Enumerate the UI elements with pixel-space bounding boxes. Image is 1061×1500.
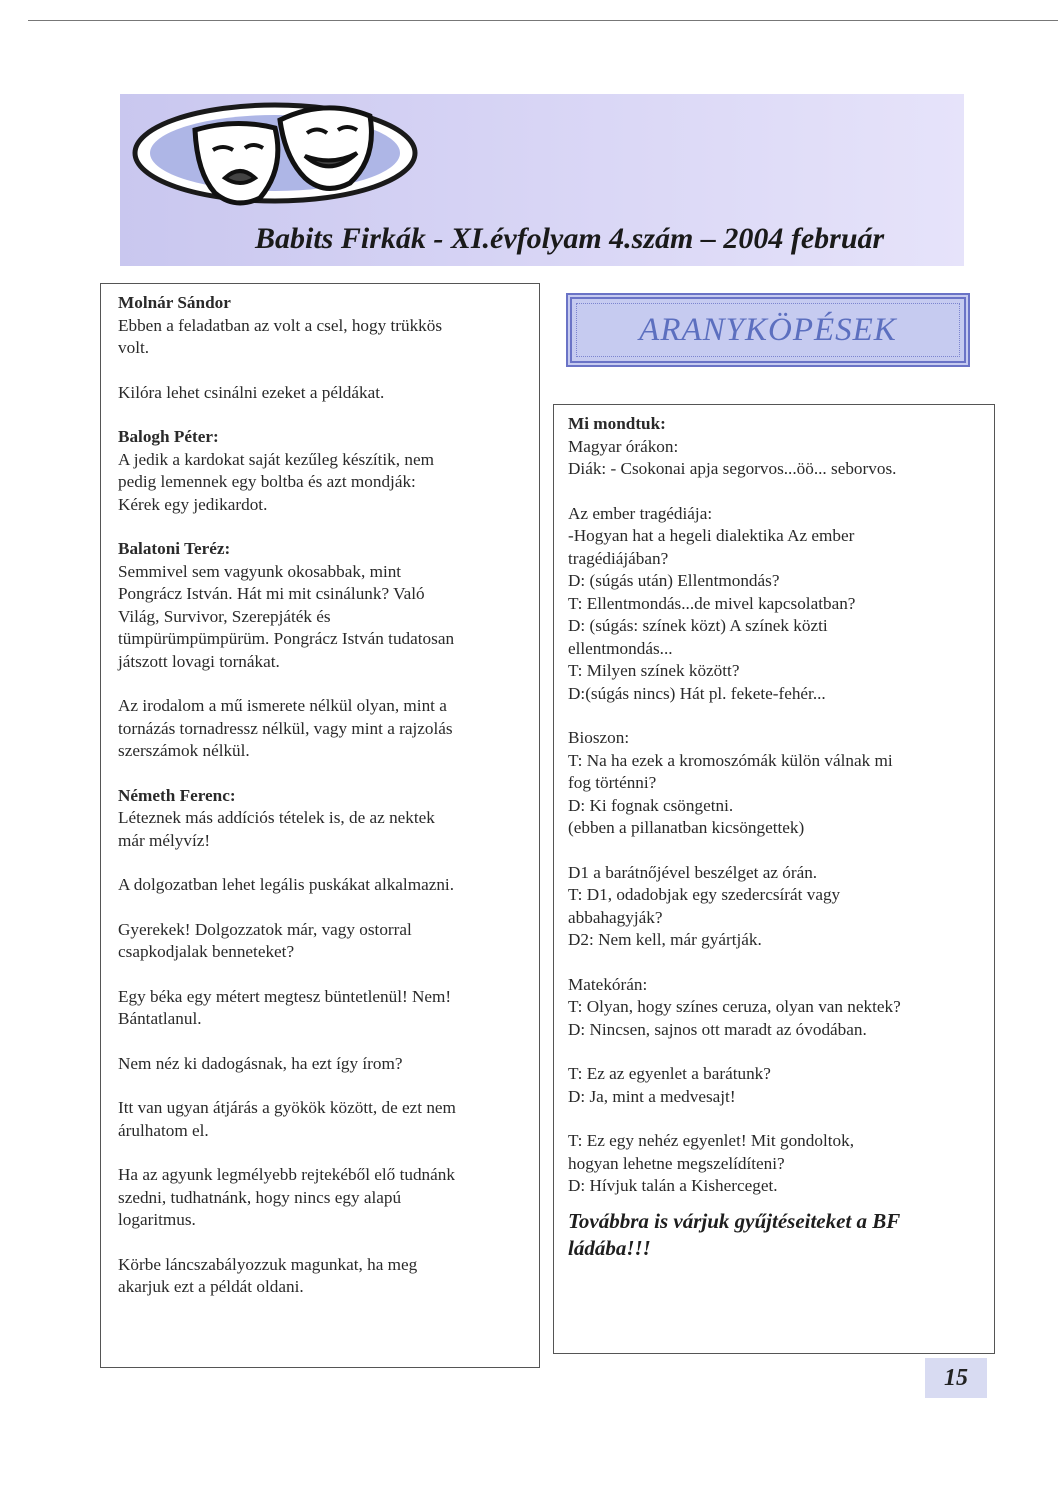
anecdote-line: hogyan lehetne megszelídíteni?: [568, 1153, 785, 1173]
quote-line: Ebben a feladatban az volt a csel, hogy trükkös: [118, 315, 443, 335]
quote-block: [118, 1254, 525, 1299]
anecdote-line: T: Ez egy nehéz egyenlet! Mit gondoltok,: [568, 1131, 854, 1150]
quote-line: Kérek egy jedikardot.: [118, 494, 268, 514]
quote-line: Kilóra lehet csinálni ezeket a példákat.: [118, 382, 385, 402]
anecdote-block: [568, 727, 980, 840]
quote-block: [118, 874, 525, 897]
quote-line: Ha az agyunk legmélyebb rejtekéből elő tudnánk: [118, 1165, 455, 1184]
section-title-plaque: [566, 293, 970, 367]
anecdote-line: T: Ellentmondás...de mivel kapcsolatban?: [568, 593, 856, 613]
anecdote-line: D: Ki fognak csöngetni.: [568, 795, 734, 815]
anecdote-line: D: (súgás után) Ellentmondás?: [568, 571, 780, 590]
speaker-name: Németh Ferenc:: [118, 785, 236, 805]
quote-block: [118, 292, 525, 360]
anecdote-line: T: Olyan, hogy színes ceruza, olyan van nektek?: [568, 997, 901, 1016]
quote-line: logaritmus.: [118, 1210, 196, 1229]
quote-line: Egy béka egy métert megtesz büntetlenül! Nem!: [118, 986, 452, 1006]
anecdote-line: D1 a barátnőjével beszélget az órán.: [568, 862, 818, 882]
quote-line: tornázás tornadressz nélkül, vagy mint a rajzolás: [118, 718, 453, 738]
newsletter-title: Babits Firkák - XI.évfolyam 4.szám – 2004 február: [255, 222, 885, 255]
quote-line: tümpürümpümpürüm. Pongrácz István tudatosan: [118, 629, 455, 648]
anecdote-line: Magyar órákon:: [568, 436, 679, 456]
anecdote-line: ellentmondás...: [568, 638, 673, 658]
quote-block: [118, 382, 525, 405]
right-heading: Mi mondtuk:: [568, 414, 666, 433]
quote-line: Itt van ugyan átjárás a gyökök között, de ezt nem: [118, 1098, 456, 1117]
quote-line: akarjuk ezt a példát oldani.: [118, 1277, 304, 1296]
quote-line: Semmivel sem vagyunk okosabbak, mint: [118, 561, 402, 581]
quote-line: árulhatom el.: [118, 1120, 209, 1140]
anecdote-line: D: (súgás: színek közt) A színek közti: [568, 616, 828, 635]
anecdote-block: [568, 503, 980, 706]
quote-line: csapkodjalak benneteket?: [118, 942, 295, 961]
anecdote-block: [568, 436, 980, 481]
anecdote-line: -Hogyan hat a hegeli dialektika Az ember: [568, 526, 855, 545]
quote-block: [118, 1053, 525, 1076]
quote-line: pedig lemennek egy boltba és azt mondják:: [118, 472, 416, 491]
speaker-name: Molnár Sándor: [118, 293, 231, 312]
quotes-box-left: [100, 283, 540, 1368]
quote-line: Az irodalom a mű ismerete nélkül olyan, mint a: [118, 696, 447, 715]
quote-line: szedni, tudhatnánk, hogy nincs egy alapú: [118, 1187, 402, 1207]
anecdote-line: Az ember tragédiája:: [568, 503, 713, 523]
quote-block: [118, 785, 525, 853]
anecdote-line: T: D1, odadobjak egy szedercsírát vagy: [568, 885, 841, 904]
anecdote-block: [568, 862, 980, 952]
section-title: ARANYKÖPÉSEK: [639, 311, 897, 348]
quote-block: [118, 538, 525, 673]
anecdote-line: tragédiájában?: [568, 548, 669, 568]
anecdote-line: D2: Nem kell, már gyártják.: [568, 930, 762, 949]
quote-line: szerszámok nélkül.: [118, 741, 250, 760]
closing-note: Továbbra is várjuk gyűjtéseiteket a BF ládába!!!: [568, 1208, 900, 1260]
anecdote-block: [568, 974, 980, 1042]
anecdote-line: Diák: - Csokonai apja segorvos...öö... seborvos.: [568, 459, 897, 478]
anecdote-line: (ebben a pillanatban kicsöngettek): [568, 818, 805, 837]
anecdote-block: [568, 1063, 980, 1108]
quote-block: [118, 1097, 525, 1142]
anecdote-line: D: Hívjuk talán a Kisherceget.: [568, 1176, 778, 1195]
quote-line: Pongrácz István. Hát mi mit csinálunk? Való: [118, 584, 425, 603]
anecdote-line: fog történni?: [568, 773, 657, 792]
anecdote-line: D: Ja, mint a medvesajt!: [568, 1086, 736, 1106]
anecdote-line: D: Nincsen, sajnos ott maradt az óvodában.: [568, 1019, 867, 1039]
theater-masks-icon: [125, 98, 425, 218]
anecdote-line: abbahagyják?: [568, 907, 663, 927]
anecdote-line: D:(súgás nincs) Hát pl. fekete-fehér...: [568, 683, 826, 703]
quote-line: már mélyvíz!: [118, 830, 211, 850]
quote-line: Léteznek más addíciós tételek is, de az nektek: [118, 808, 435, 827]
page-number: 15: [925, 1358, 987, 1398]
anecdote-block: [568, 1130, 980, 1198]
anecdote-line: T: Milyen színek között?: [568, 661, 740, 680]
quote-block: [118, 1164, 525, 1232]
top-rule: [28, 20, 1058, 21]
quote-line: volt.: [118, 338, 150, 357]
quote-line: Nem néz ki dadogásnak, ha ezt így írom?: [118, 1053, 403, 1073]
quote-line: A jedik a kardokat saját kezűleg készítik, nem: [118, 449, 434, 469]
quote-line: A dolgozatban lehet legális puskákat alkalmazni.: [118, 875, 455, 894]
anecdote-line: Matekórán:: [568, 974, 648, 994]
quote-line: Világ, Survivor, Szerepjáték és: [118, 606, 331, 626]
quote-block: [118, 426, 525, 516]
quote-block: [118, 919, 525, 964]
quote-line: Körbe láncszabályozzuk magunkat, ha meg: [118, 1254, 418, 1274]
quote-block: [118, 695, 525, 763]
anecdote-line: Bioszon:: [568, 728, 630, 747]
quotes-box-right: [553, 404, 995, 1354]
quote-block: [118, 986, 525, 1031]
anecdote-line: T: Na ha ezek a kromoszómák külön válnak mi: [568, 750, 893, 770]
anecdote-line: T: Ez az egyenlet a barátunk?: [568, 1064, 771, 1083]
quote-line: játszott lovagi tornákat.: [118, 651, 280, 671]
quote-line: Gyerekek! Dolgozzatok már, vagy ostorral: [118, 919, 412, 939]
quote-line: Bántatlanul.: [118, 1009, 202, 1028]
speaker-name: Balatoni Teréz:: [118, 539, 231, 558]
speaker-name: Balogh Péter:: [118, 427, 219, 446]
